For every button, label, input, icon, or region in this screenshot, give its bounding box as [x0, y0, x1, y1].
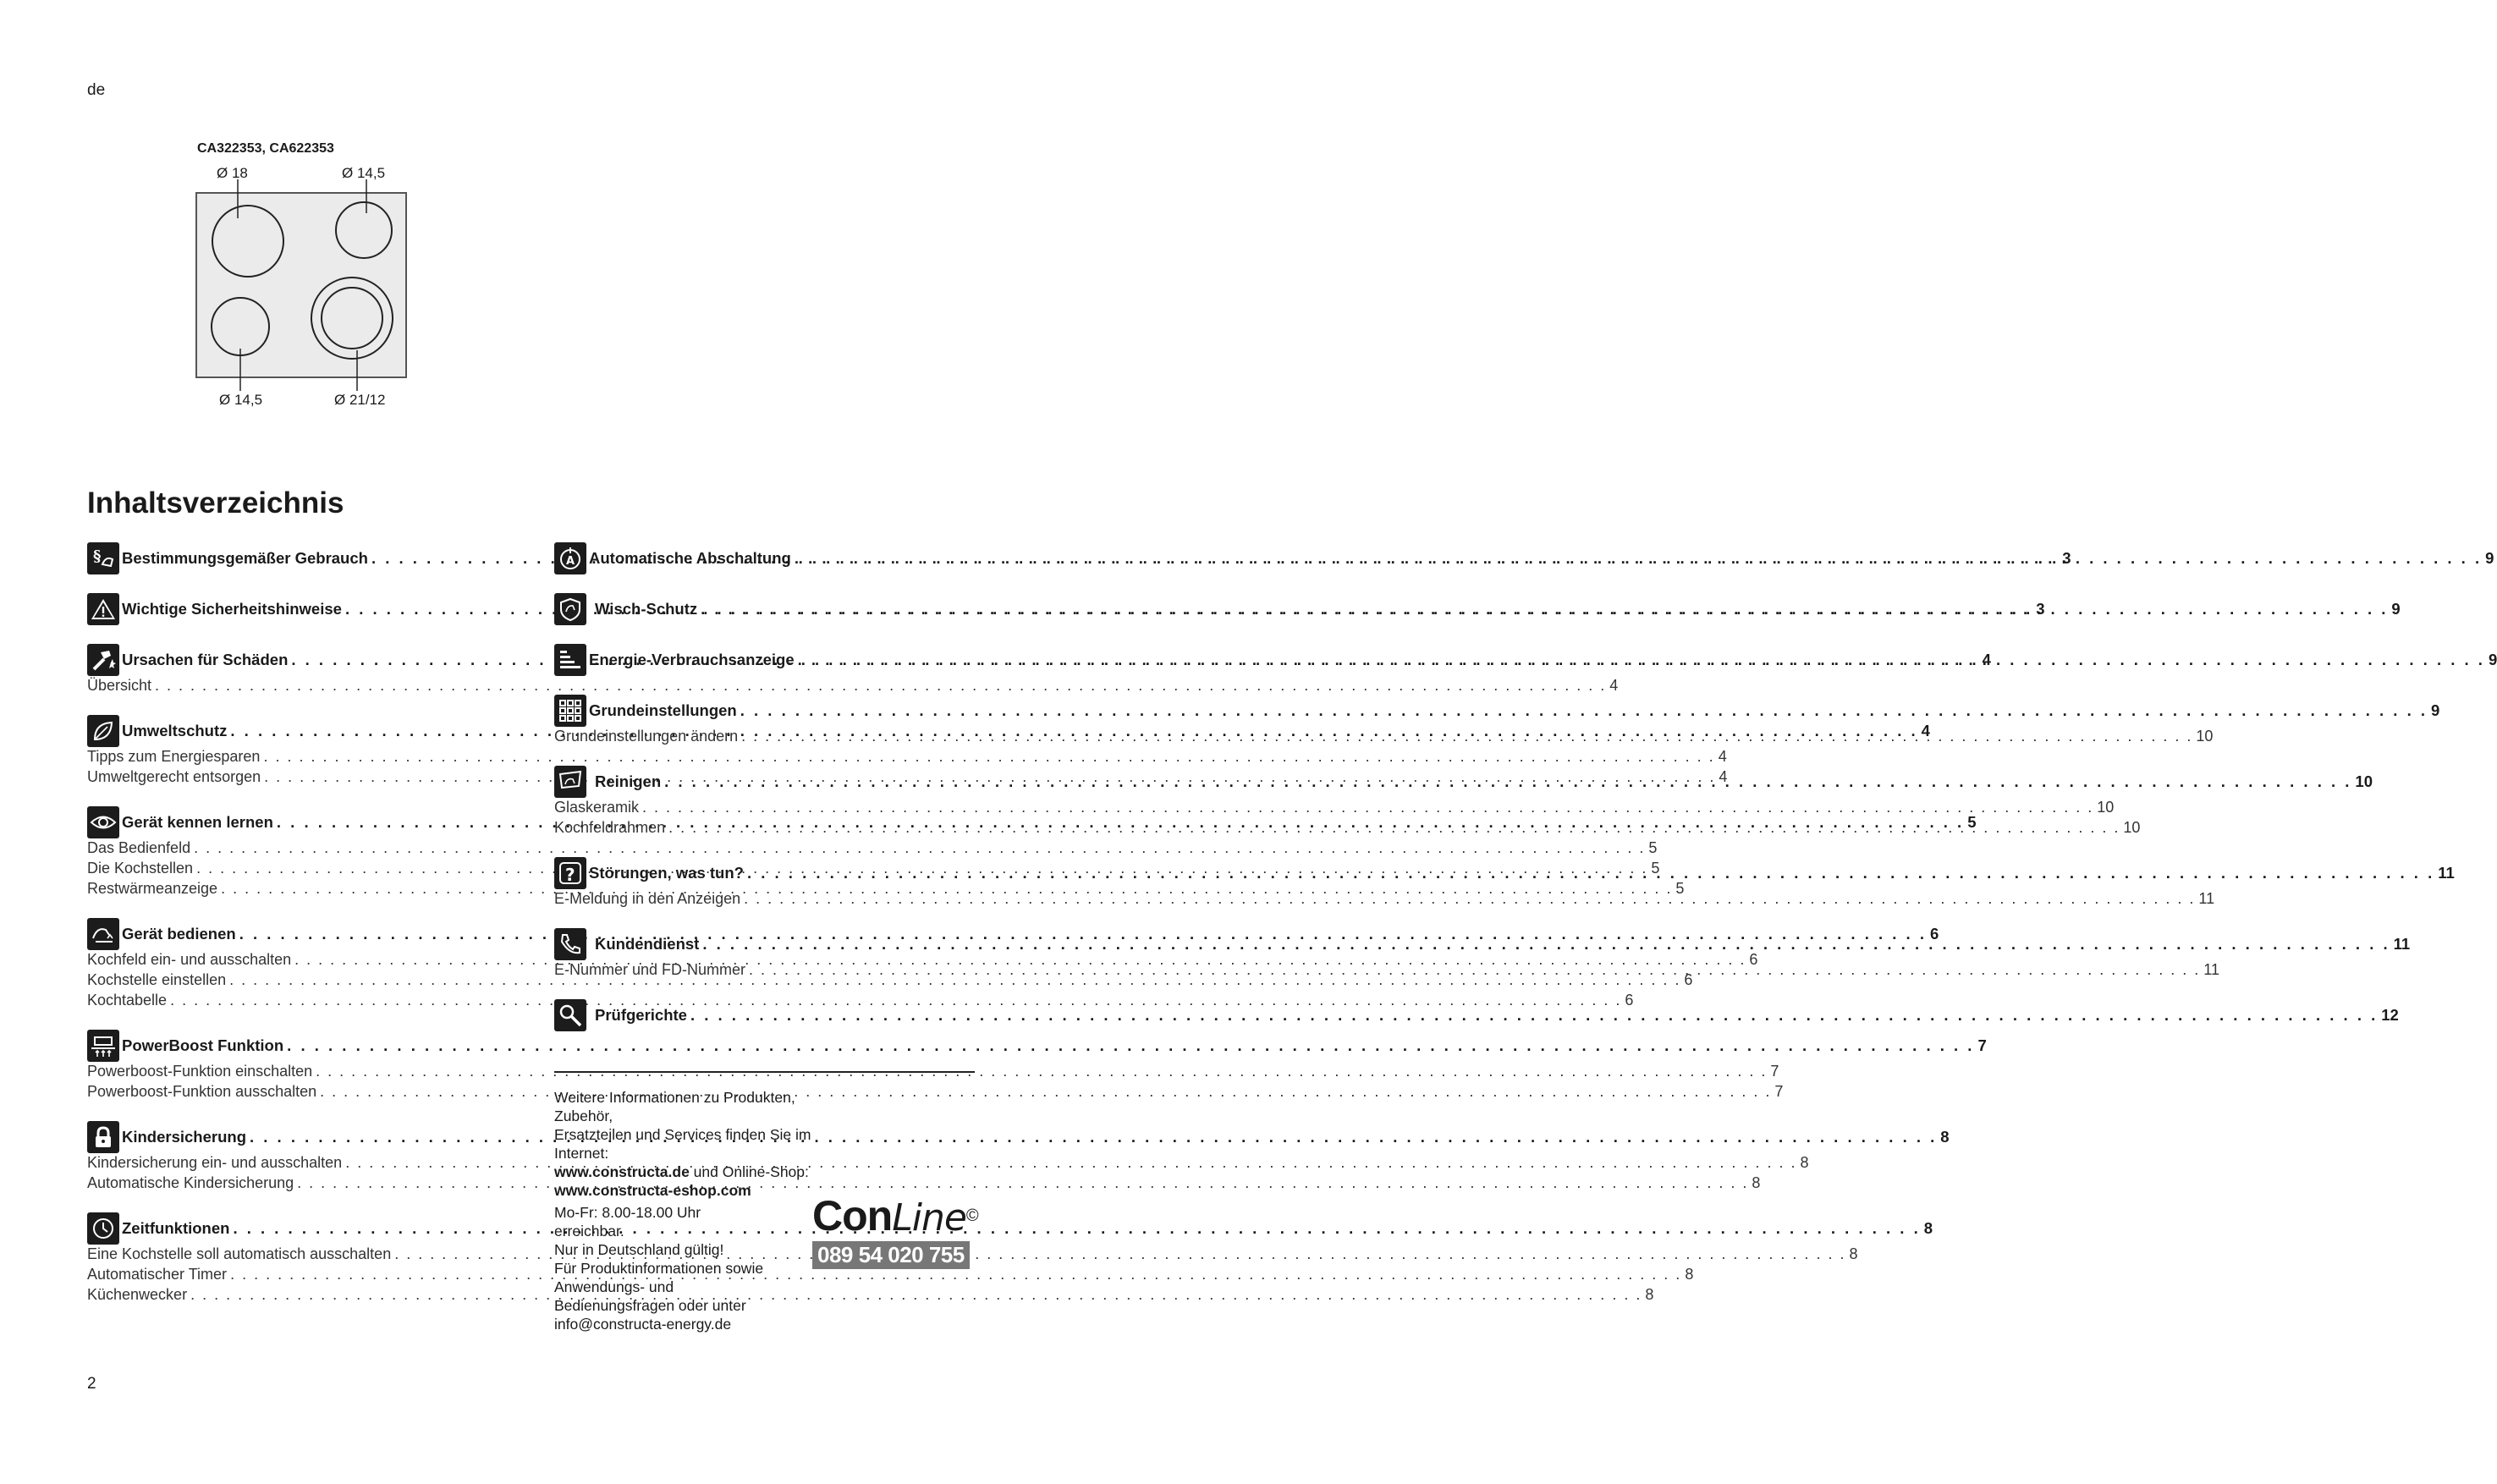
- toc-title-text: Wisch-Schutz: [595, 600, 698, 618]
- toc-subentry[interactable]: [87, 677, 1619, 697]
- powerboost-pot-icon: [87, 1030, 119, 1062]
- zone-diameter-bottom-right: Ø 21/12: [334, 392, 386, 408]
- toc-page-number: 8: [1940, 1128, 1950, 1146]
- toc-subentry-label: Grundeinstellungen ändern: [554, 728, 739, 745]
- toc-title-text: Gerät bedienen: [122, 925, 236, 943]
- zone-diameter-top-right: Ø 14,5: [342, 165, 386, 181]
- toc-leader-dots: [664, 772, 2351, 791]
- auto-off-icon: [554, 542, 586, 574]
- toc-subentry-label: E-Meldung in den Anzeigen: [554, 890, 741, 907]
- question-icon: [554, 857, 586, 889]
- info-block: [554, 1088, 833, 1333]
- info-line: Bedienungsfragen oder unter: [554, 1297, 746, 1314]
- toc-subentry[interactable]: [87, 992, 1634, 1012]
- toc-subentry[interactable]: [554, 819, 2141, 839]
- toc-leader-dots: [233, 1219, 1920, 1238]
- toc-page-number: 9: [2488, 651, 2497, 668]
- toc-title-text: Zeitfunktionen: [122, 1219, 230, 1237]
- toc-subentry-label: Powerboost-Funktion einschalten: [87, 1063, 313, 1080]
- toc-leader-dots: [642, 799, 2093, 816]
- wipe-protection-icon: [554, 593, 586, 625]
- toc-title-text: PowerBoost Funktion: [122, 1036, 284, 1054]
- toc-title-text: Kundendienst: [595, 935, 700, 953]
- toc-leader-dots: [744, 890, 2195, 908]
- toc-section-title[interactable]: [554, 541, 2494, 575]
- paragraph-hand-icon: [87, 542, 119, 574]
- toc-subentry-page: 8: [1752, 1174, 1761, 1191]
- opening-hours: Mo-Fr: 8.00-18.00 Uhr: [554, 1204, 701, 1221]
- language-code: de: [87, 81, 106, 99]
- toc-subentry-page: 10: [2196, 728, 2214, 745]
- conline-phone: 089 54 020 755: [812, 1241, 970, 1269]
- toc-subentry-page: 7: [1774, 1083, 1784, 1100]
- toc-subentry-label: Kochtabelle: [87, 992, 168, 1009]
- toc-leader-dots: [740, 701, 2428, 720]
- toc-page-number: 5: [1967, 813, 1977, 831]
- toc-subentry-label: Eine Kochstelle soll automatisch ausschalten: [87, 1245, 392, 1262]
- toc-subentry-page: 4: [1719, 768, 1728, 785]
- toc-page-number: 12: [2381, 1006, 2399, 1024]
- toc-subentry-page: 5: [1651, 860, 1660, 877]
- toc-page-number: 4: [1921, 722, 1930, 739]
- toc-leader-dots: [798, 651, 2485, 669]
- info-text: und Online-Shop:: [689, 1163, 809, 1180]
- toc-subentry-label: Übersicht: [87, 677, 152, 694]
- toc-subentry-page: 5: [1648, 839, 1658, 856]
- hob-diagram: [193, 179, 413, 399]
- page-number: 2: [87, 1375, 96, 1393]
- toc-subentry-page: 11: [2203, 961, 2219, 978]
- toc-leader-dots: [749, 961, 2200, 979]
- toc-subentry-label: Die Kochstellen: [87, 860, 194, 877]
- toc-subentry-label: Umweltgerecht entsorgen: [87, 768, 261, 785]
- toc-subentry-page: 8: [1849, 1245, 1858, 1262]
- toc-subentry[interactable]: [87, 748, 1727, 768]
- toc-leader-dots: [316, 1063, 1767, 1080]
- toc-subentry-page: 6: [1749, 951, 1758, 968]
- toc-page-number: 3: [2036, 600, 2045, 618]
- toc-subentry[interactable]: [87, 839, 1658, 860]
- toc-subentry-page: 5: [1675, 880, 1685, 897]
- conline-brand: Con: [812, 1192, 893, 1239]
- toc-page-number: 3: [2062, 549, 2071, 567]
- toc-leader-dots: [287, 1036, 1974, 1055]
- toc-heading: Inhaltsverzeichnis: [87, 486, 344, 519]
- toc-subentry-page: 4: [1609, 677, 1619, 694]
- toc-page-number: 9: [2391, 600, 2401, 618]
- toc-leader-dots: [795, 549, 2482, 568]
- toc-page-number: 8: [1923, 1219, 1933, 1237]
- toc-subentry[interactable]: [87, 1063, 1779, 1083]
- hand-hob-icon: [87, 918, 119, 950]
- eshop-link[interactable]: www.constructa-eshop.com: [554, 1182, 751, 1199]
- model-label: CA322353, CA622353: [197, 141, 334, 156]
- toc-subentry-page: 6: [1625, 992, 1634, 1009]
- magnifier-icon: [554, 999, 586, 1031]
- toc-page-number: 4: [1982, 651, 1991, 668]
- toc-section-title[interactable]: [554, 694, 2440, 728]
- toc-title-text: Grundeinstellungen: [589, 701, 737, 719]
- toc-leader-dots: [297, 1174, 1748, 1192]
- toc-section: [554, 694, 2440, 748]
- toc-leader-dots: [263, 748, 1714, 766]
- info-divider: [554, 1071, 975, 1073]
- clock-icon: [87, 1212, 119, 1245]
- toc-subentry-page: 10: [2097, 799, 2115, 816]
- toc-subentry[interactable]: [554, 799, 2115, 819]
- toc-subentry-page: 6: [1684, 971, 1693, 988]
- toc-subentry-label: Glaskeramik: [554, 799, 640, 816]
- website-link[interactable]: www.constructa.de: [554, 1163, 690, 1180]
- toc-leader-dots: [701, 600, 2388, 618]
- toc-title-text: Umweltschutz: [122, 722, 228, 739]
- toc-title-text: Gerät kennen lernen: [122, 813, 273, 831]
- toc-section: [554, 643, 2497, 677]
- toc-section-title[interactable]: [554, 856, 2455, 890]
- toc-title-text: Automatische Abschaltung: [589, 549, 791, 567]
- toc-section-title[interactable]: [554, 592, 2401, 626]
- toc-subentry-label: Kochfeld ein- und ausschalten: [87, 951, 292, 968]
- toc-subentry-label: E-Nummer und FD-Nummer: [554, 961, 746, 978]
- toc-subentry-page: 11: [2198, 890, 2215, 907]
- toc-subentry[interactable]: [554, 728, 2214, 748]
- toc-subentry[interactable]: [87, 971, 1693, 992]
- toc-section: [554, 541, 2494, 575]
- copyright-symbol: ©: [965, 1206, 979, 1225]
- toc-subentry-label: Automatischer Timer: [87, 1266, 228, 1283]
- toc-subentry-label: Tipps zum Energiesparen: [87, 748, 261, 765]
- toc-subentry-page: 8: [1645, 1286, 1654, 1303]
- toc-leader-dots: [702, 935, 2390, 954]
- toc-title-text: Reinigen: [595, 772, 662, 790]
- toc-leader-dots: [690, 1006, 2378, 1025]
- leaf-icon: [87, 715, 119, 747]
- svg-text:§: §: [93, 547, 102, 565]
- toc-subentry-label: Powerboost-Funktion ausschalten: [87, 1083, 317, 1100]
- toc-subentry-label: Das Bedienfeld: [87, 839, 191, 856]
- info-line: Für Produktinformationen sowie: [554, 1260, 764, 1277]
- toc-subentry-label: Küchenwecker: [87, 1286, 188, 1303]
- toc-page-number: 6: [1929, 925, 1939, 943]
- toc-section-title[interactable]: [554, 765, 2373, 799]
- toc-page-number: 11: [2438, 864, 2455, 882]
- toc-page-number: 10: [2355, 772, 2373, 790]
- toc-title-text: Bestimmungsgemäßer Gebrauch: [122, 549, 368, 567]
- info-line: Nur in Deutschland gültig!: [554, 1241, 724, 1258]
- toc-leader-dots: [747, 864, 2434, 882]
- toc-subentry-label: Restwärmeanzeige: [87, 880, 218, 897]
- info-line: Weitere Informationen zu Produkten, Zubehör,: [554, 1089, 795, 1124]
- toc-title-text: Wichtige Sicherheitshinweise: [122, 600, 342, 618]
- toc-subentry-label: Kochfeldrahmen: [554, 819, 666, 836]
- info-line: Ersatzteilen und Services finden Sie im Internet:: [554, 1126, 811, 1162]
- zone-diameter-bottom-left: Ø 14,5: [219, 392, 263, 408]
- hammer-damage-icon: [87, 644, 119, 676]
- phone-icon: [554, 928, 586, 960]
- toc-subentry-page: 8: [1800, 1154, 1809, 1171]
- cleaning-icon: [554, 766, 586, 798]
- toc-section: [554, 765, 2373, 839]
- conline-brand-italic: Line: [892, 1196, 966, 1239]
- toc-subentry-page: 10: [2123, 819, 2141, 836]
- toc-title-text: Kindersicherung: [122, 1128, 246, 1146]
- toc-subentry[interactable]: [87, 1083, 1784, 1103]
- toc-subentry-page: 4: [1718, 748, 1727, 765]
- info-line: erreichbar.: [554, 1223, 624, 1239]
- toc-title-text: Prüfgerichte: [595, 1006, 687, 1024]
- svg-text:?: ?: [565, 865, 575, 885]
- toc-page-number: 11: [2393, 935, 2411, 953]
- toc-subentry-label: Kindersicherung ein- und ausschalten: [87, 1154, 343, 1171]
- toc-leader-dots: [190, 1286, 1642, 1304]
- toc-page-number: 7: [1977, 1036, 1987, 1054]
- toc-section: [554, 856, 2455, 910]
- toc-leader-dots: [250, 1128, 1937, 1146]
- toc-section: [87, 1029, 1987, 1103]
- svg-text:A: A: [566, 555, 575, 568]
- toc-subentry-label: Kochstelle einstellen: [87, 971, 227, 988]
- toc-title-text: Energie-Verbrauchsanzeige: [589, 651, 795, 668]
- toc-subentry[interactable]: [554, 890, 2215, 910]
- conline-logo: [812, 1192, 982, 1239]
- grid-settings-icon: [554, 695, 586, 727]
- info-line: Anwendungs- und: [554, 1278, 674, 1295]
- toc-section-title[interactable]: [554, 927, 2411, 961]
- toc-leader-dots: [741, 728, 2192, 745]
- toc-title-text: Störungen, was tun?: [589, 864, 744, 882]
- info-url-line: [554, 1162, 833, 1181]
- toc-section: [554, 927, 2411, 981]
- toc-section: [554, 998, 2399, 1032]
- toc-title-text: Ursachen für Schäden: [122, 651, 289, 668]
- toc-section-title[interactable]: [554, 998, 2399, 1032]
- toc-section-title[interactable]: [554, 643, 2497, 677]
- toc-subentry-page: 7: [1770, 1063, 1779, 1080]
- toc-subentry-label: Automatische Kindersicherung: [87, 1174, 294, 1191]
- conline-badge: [812, 1192, 982, 1269]
- toc-subentry[interactable]: [554, 961, 2219, 981]
- warning-triangle-icon: [87, 593, 119, 625]
- toc-section: [554, 592, 2401, 626]
- energy-bars-icon: [554, 644, 586, 676]
- lock-icon: [87, 1121, 119, 1153]
- zone-diameter-top-left: Ø 18: [217, 165, 248, 181]
- toc-section-title[interactable]: [87, 1029, 1987, 1063]
- eye-icon: [87, 806, 119, 838]
- email-link[interactable]: info@constructa-energy.de: [554, 1316, 732, 1333]
- toc-leader-dots: [668, 819, 2120, 837]
- toc-subentry-page: 8: [1685, 1266, 1694, 1283]
- toc-page-number: 9: [2485, 549, 2494, 567]
- toc-leader-dots: [320, 1083, 1771, 1101]
- toc-right-column: [554, 541, 2497, 1049]
- toc-page-number: 9: [2431, 701, 2440, 719]
